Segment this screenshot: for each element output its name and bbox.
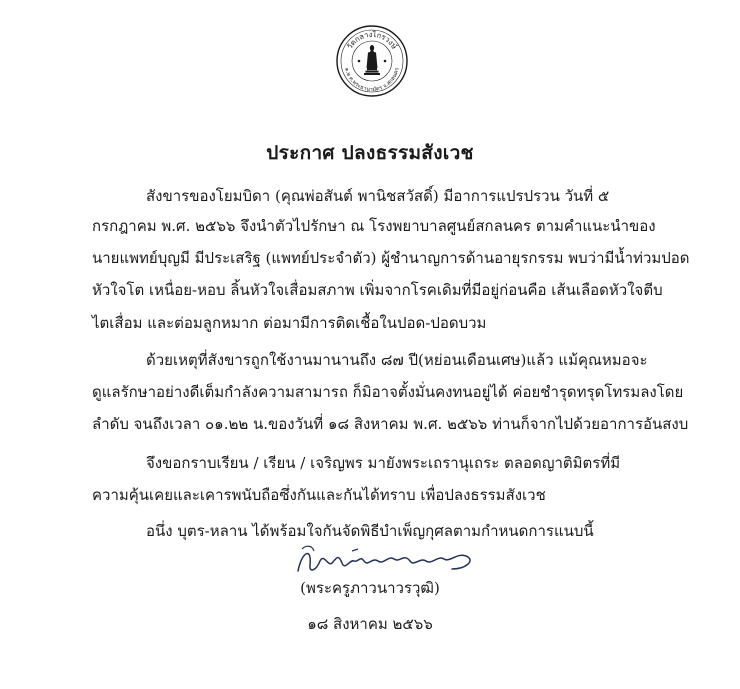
- paragraph-1-line-3: นายแพทย์บุญมี มีประเสริฐ (แพทย์ประจำตัว) ผู้ชำนาญการด้านอายุรกรรม พบว่ามีน้ำท่วมปอด: [92, 249, 690, 267]
- signature-date: ๑๘ สิงหาคม ๒๕๖๖: [307, 615, 433, 633]
- announcement-title: ประกาศ ปลงธรรมสังเวช: [266, 142, 474, 164]
- paragraph-1-line-1: สังขารของโยมบิดา (คุณพ่อสันต์ พานิชสวัสดิ์) มีอาการแปรปรวน วันที่ ๕: [146, 187, 610, 205]
- paragraph-3-line-2: ความคุ้นเคยและเคารพนับถือซึ่งกันและกันได้ทราบ เพื่อปลงธรรมสังเวช: [92, 486, 546, 504]
- paragraph-4: อนึ่ง บุตร-หลาน ได้พร้อมใจกันจัดพิธีบำเพ็ญกุศลตามกำหนดการแนบนี้: [146, 522, 594, 540]
- paragraph-1-line-2: กรกฎาคม พ.ศ. ๒๕๖๖ จึงนำตัวไปรักษา ณ โรงพยาบาลศูนย์สกลนคร ตามคำแนะนำของ: [92, 217, 656, 235]
- paragraph-1-line-4: หัวใจโต เหนื่อย-หอบ ลิ้นหัวใจเสื่อมสภาพ เพิ่มจากโรคเดิมที่มีอยู่ก่อนคือ เส้นเลือดหัวใจตีบ: [92, 281, 663, 299]
- temple-seal-logo: [335, 24, 409, 98]
- paragraph-2-line-1: ด้วยเหตุที่สังขารถูกใช้งานมานานถึง ๘๗ ปี(หย่อนเดือนเศษ)แล้ว แม้คุณหมอจะ: [146, 351, 648, 369]
- paragraph-2-line-3: ลำดับ จนถึงเวลา ๐๑.๒๒ น.ของวันที่ ๑๘ สิงหาคม พ.ศ. ๒๕๖๖ ท่านก็จากไปด้วยอาการอันสงบ: [92, 415, 689, 433]
- svg-text:วัดกลางไกรวงษ์: วัดกลางไกรวงษ์: [344, 29, 400, 51]
- monk-figure-icon: [358, 45, 387, 75]
- paragraph-2-line-2: ดูแลรักษาอย่างดีเต็มกำลังความสามารถ ก็มิอาจตั้งมั่นคงทนอยู่ได้ ค่อยชำรุดทรุดโทรมลงโดย: [92, 383, 684, 401]
- paragraph-3-line-1: จึงขอกราบเรียน / เรียน / เจริญพร มายังพระเถรานุเถระ ตลอดญาติมิตรที่มี: [146, 454, 621, 472]
- signatory-name: (พระครูภาวนาวรวุฒิ): [300, 579, 440, 597]
- paragraph-1-line-5: ไตเสื่อม และต่อมลูกหมาก ต่อมามีการติดเชื้อในปอด-ปอดบวม: [92, 314, 487, 332]
- svg-text:๑.๒ ต.พระธานามัตร จ.สกลนคร: ๑.๒ ต.พระธานามัตร จ.สกลนคร: [343, 67, 401, 94]
- handwritten-signature: [292, 541, 482, 581]
